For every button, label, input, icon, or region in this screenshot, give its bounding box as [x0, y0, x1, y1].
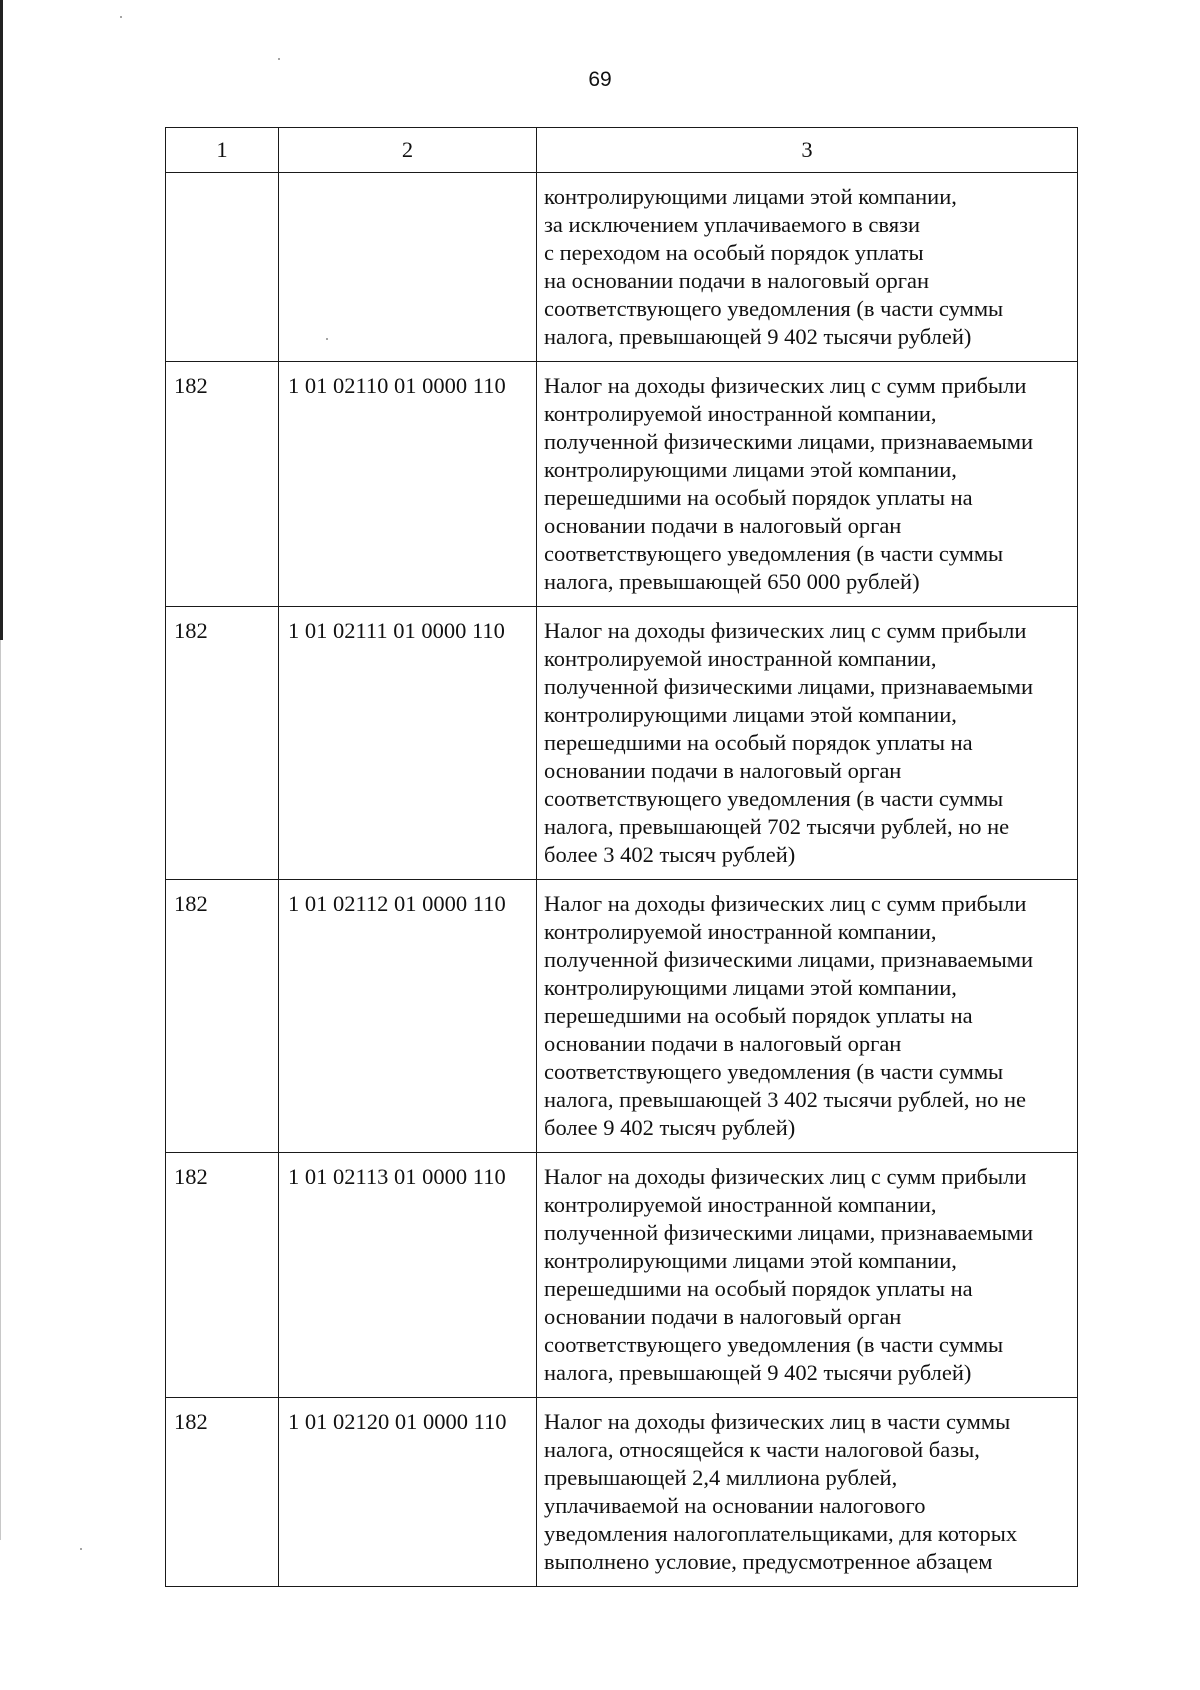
revenue-name-line: контролируемой иностранной компании, [544, 646, 937, 671]
revenue-name-line: полученной физическими лицами, признаваемыми [544, 947, 1034, 972]
admin-code-cell: 182 [166, 1398, 279, 1587]
scan-speck [80, 1548, 82, 1550]
header-col-1: 1 [166, 128, 279, 173]
table-row [166, 362, 1078, 607]
revenue-name-line: соответствующего уведомления (в части суммы [544, 1059, 1004, 1084]
revenue-name-line: соответствующего уведомления (в части суммы [544, 541, 1004, 566]
revenue-name-line: контролирующими лицами этой компании, [544, 1248, 957, 1273]
revenue-name-line: налога, превышающей 650 000 рублей) [544, 569, 920, 594]
revenue-name-cell [537, 880, 1078, 1153]
revenue-name-line: соответствующего уведомления (в части суммы [544, 1332, 1004, 1357]
revenue-name-line: Налог на доходы физических лиц в части суммы [544, 1409, 1011, 1434]
budget-code-cell: 1 01 02110 01 0000 110 [279, 362, 537, 607]
revenue-name-line: соответствующего уведомления (в части суммы [544, 296, 1004, 321]
table-header [166, 128, 1078, 173]
admin-code-cell: 182 [166, 880, 279, 1153]
page-number: 69 [588, 68, 612, 91]
budget-code-cell: 1 01 02113 01 0000 110 [279, 1153, 537, 1398]
budget-code-cell [279, 173, 537, 362]
revenue-name-cell [537, 173, 1078, 362]
revenue-name-line: контролирующими лицами этой компании, [544, 975, 957, 1000]
revenue-name-line: перешедшими на особый порядок уплаты на [544, 1276, 973, 1301]
revenue-name-line: контролируемой иностранной компании, [544, 401, 937, 426]
revenue-name-line: превышающей 2,4 миллиона рублей, [544, 1465, 898, 1490]
scan-edge-faint [0, 640, 1, 1540]
revenue-name-line: контролирующими лицами этой компании, [544, 702, 957, 727]
scan-speck [278, 58, 280, 60]
revenue-name-line: с переходом на особый порядок уплаты [544, 240, 924, 265]
table-row [166, 1153, 1078, 1398]
revenue-name-line: налога, превышающей 9 402 тысячи рублей) [544, 324, 972, 349]
revenue-name-line: за исключением уплачиваемого в связи [544, 212, 921, 237]
revenue-name-line: Налог на доходы физических лиц с сумм прибыли [544, 618, 1027, 643]
revenue-name-cell [537, 607, 1078, 880]
revenue-name-line: уведомления налогоплательщиками, для которых [544, 1521, 1018, 1546]
revenue-name-line: налога, относящейся к части налоговой базы, [544, 1437, 980, 1462]
table-body [166, 173, 1078, 1587]
revenue-name-line: соответствующего уведомления (в части суммы [544, 786, 1004, 811]
revenue-name-line: выполнено условие, предусмотренное абзацем [544, 1549, 993, 1574]
revenue-name-line: контролируемой иностранной компании, [544, 1192, 937, 1217]
revenue-name-line: более 3 402 тысяч рублей) [544, 842, 796, 867]
revenue-name-line: Налог на доходы физических лиц с сумм прибыли [544, 1164, 1027, 1189]
budget-code-cell: 1 01 02112 01 0000 110 [279, 880, 537, 1153]
budget-code-cell: 1 01 02111 01 0000 110 [279, 607, 537, 880]
admin-code-cell: 182 [166, 1153, 279, 1398]
table-row [166, 173, 1078, 362]
table-header-row [166, 128, 1078, 173]
revenue-name-line: перешедшими на особый порядок уплаты на [544, 730, 973, 755]
revenue-name-line: полученной физическими лицами, признаваемыми [544, 674, 1034, 699]
header-col-3: 3 [537, 128, 1078, 173]
table-row [166, 607, 1078, 880]
admin-code-cell: 182 [166, 362, 279, 607]
revenue-name-line: контролирующими лицами этой компании, [544, 457, 957, 482]
revenue-name-line: перешедшими на особый порядок уплаты на [544, 1003, 973, 1028]
budget-codes-table [165, 127, 1078, 1587]
admin-code-cell [166, 173, 279, 362]
revenue-name-line: Налог на доходы физических лиц с сумм прибыли [544, 373, 1027, 398]
revenue-name-line: контролируемой иностранной компании, [544, 919, 937, 944]
header-col-2: 2 [279, 128, 537, 173]
revenue-name-line: налога, превышающей 702 тысячи рублей, но не [544, 814, 1010, 839]
table-row [166, 1398, 1078, 1587]
scan-edge-shadow [0, 0, 3, 640]
admin-code-cell: 182 [166, 607, 279, 880]
budget-code-cell: 1 01 02120 01 0000 110 [279, 1398, 537, 1587]
scan-speck [120, 16, 122, 18]
revenue-name-line: контролирующими лицами этой компании, [544, 184, 957, 209]
revenue-name-line: основании подачи в налоговый орган [544, 758, 902, 783]
revenue-name-line: основании подачи в налоговый орган [544, 1031, 902, 1056]
revenue-name-line: полученной физическими лицами, признаваемыми [544, 1220, 1034, 1245]
revenue-name-line: налога, превышающей 3 402 тысячи рублей, но не [544, 1087, 1027, 1112]
revenue-name-cell [537, 1153, 1078, 1398]
revenue-name-line: налога, превышающей 9 402 тысячи рублей) [544, 1360, 972, 1385]
revenue-name-line: уплачиваемой на основании налогового [544, 1493, 926, 1518]
revenue-name-line: основании подачи в налоговый орган [544, 1304, 902, 1329]
revenue-name-line: перешедшими на особый порядок уплаты на [544, 485, 973, 510]
revenue-name-line: полученной физическими лицами, признаваемыми [544, 429, 1034, 454]
revenue-name-line: Налог на доходы физических лиц с сумм прибыли [544, 891, 1027, 916]
revenue-name-line: более 9 402 тысяч рублей) [544, 1115, 796, 1140]
revenue-name-line: основании подачи в налоговый орган [544, 513, 902, 538]
revenue-name-line: на основании подачи в налоговый орган [544, 268, 929, 293]
table-row [166, 880, 1078, 1153]
scan-speck [326, 338, 328, 340]
revenue-name-cell [537, 362, 1078, 607]
revenue-name-cell [537, 1398, 1078, 1587]
